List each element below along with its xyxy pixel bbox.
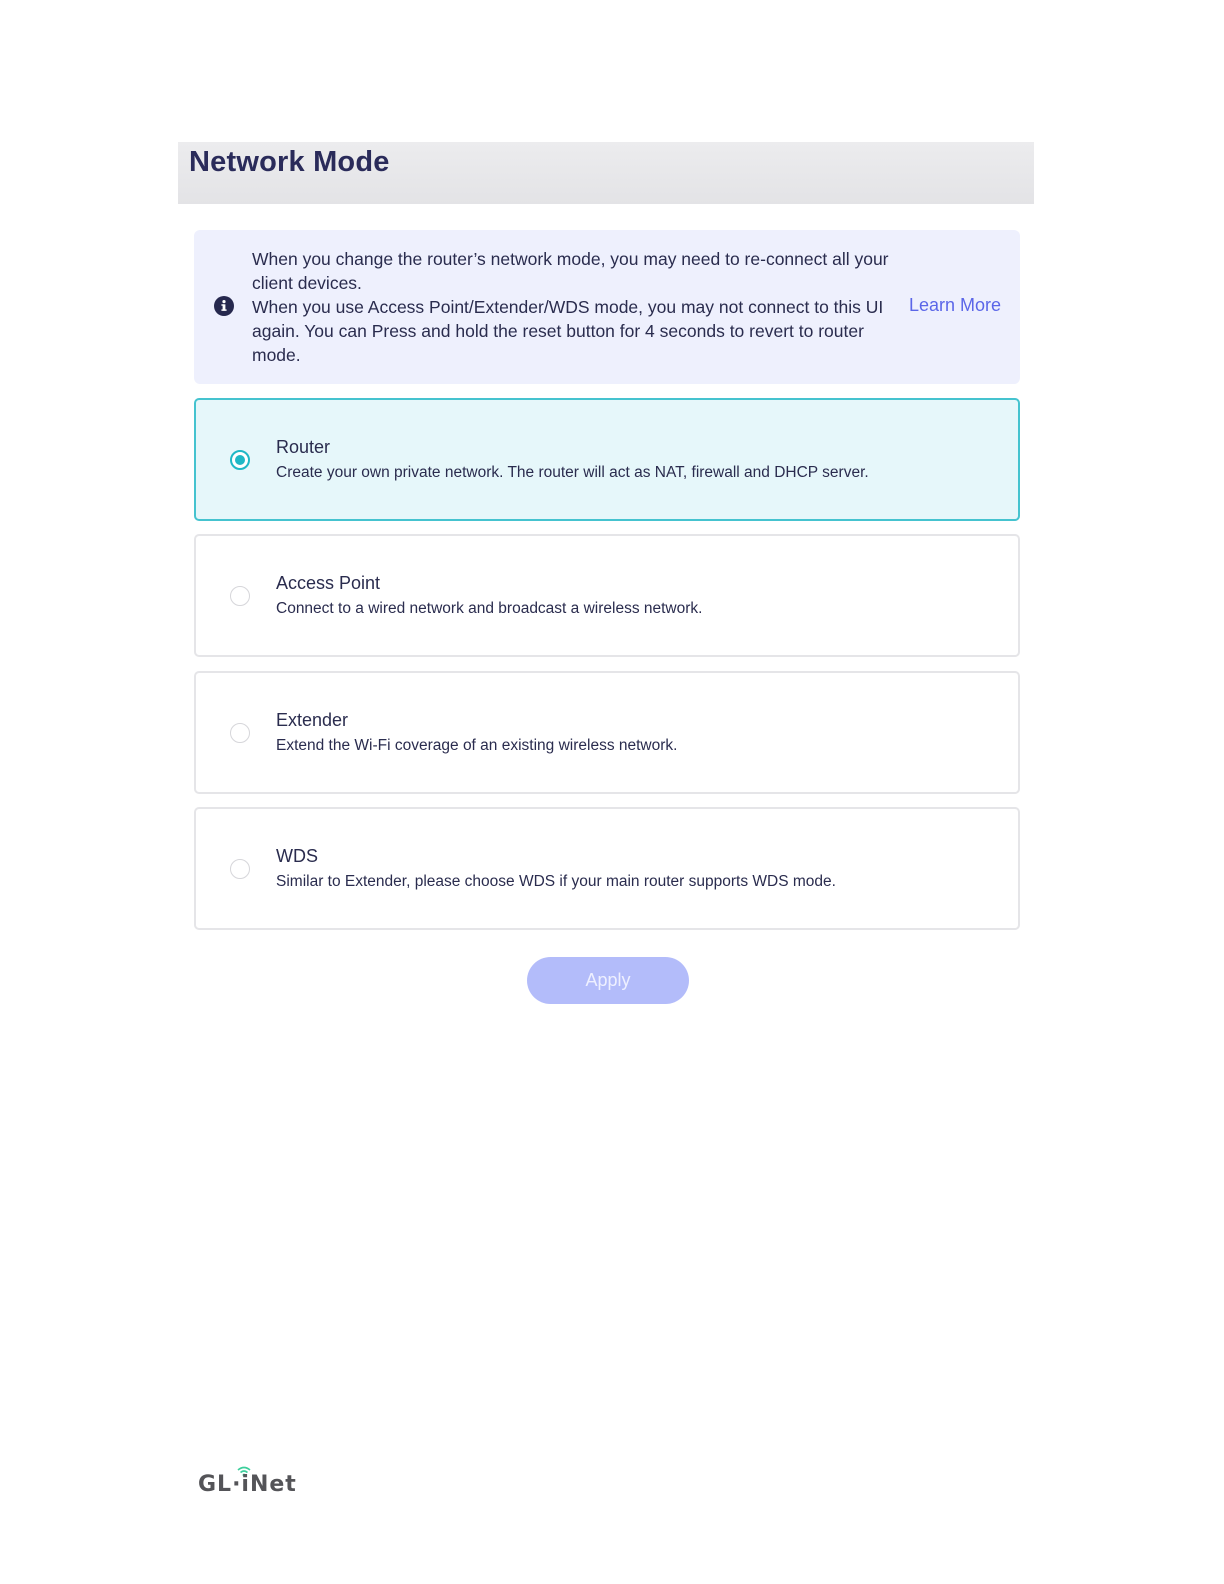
mode-title: Extender [276, 710, 349, 730]
mode-description: Create your own private network. The router will act as NAT, firewall and DHCP server. [276, 464, 869, 481]
mode-option-router[interactable] [194, 398, 1020, 521]
mode-title: Router [276, 437, 331, 457]
mode-option-wds[interactable] [194, 807, 1020, 930]
mode-option-extender[interactable] [194, 671, 1020, 794]
notice-text [252, 247, 912, 367]
radio-extender[interactable] [230, 723, 250, 743]
radio-wds[interactable] [230, 859, 250, 879]
brand-logo [198, 1465, 308, 1505]
mode-title: WDS [276, 846, 318, 866]
mode-description: Connect to a wired network and broadcast a wireless network. [276, 600, 703, 617]
page-title: Network Mode [189, 146, 390, 178]
mode-option-access-point[interactable] [194, 534, 1020, 657]
notice-line-reset: When you use Access Point/Extender/WDS mode, you may not connect to this UI again. You can Press and hold the reset button for 4 seconds to revert to router mode. [252, 297, 884, 365]
mode-title: Access Point [276, 573, 381, 593]
notice-line-reconnect: When you change the router’s network mode, you may need to re-connect all your client devices. [252, 249, 889, 293]
info-icon [214, 296, 234, 316]
learn-more-link[interactable]: Learn More [908, 295, 1001, 315]
radio-router[interactable] [230, 450, 250, 470]
radio-access-point[interactable] [230, 586, 250, 606]
brand-logo-text: GL·iNet [198, 1472, 297, 1497]
mode-description: Extend the Wi-Fi coverage of an existing wireless network. [276, 737, 678, 754]
notice-box [194, 230, 1020, 384]
page-header [178, 142, 1034, 204]
apply-button[interactable]: Apply [527, 957, 689, 1004]
mode-description: Similar to Extender, please choose WDS if your main router supports WDS mode. [276, 873, 836, 890]
